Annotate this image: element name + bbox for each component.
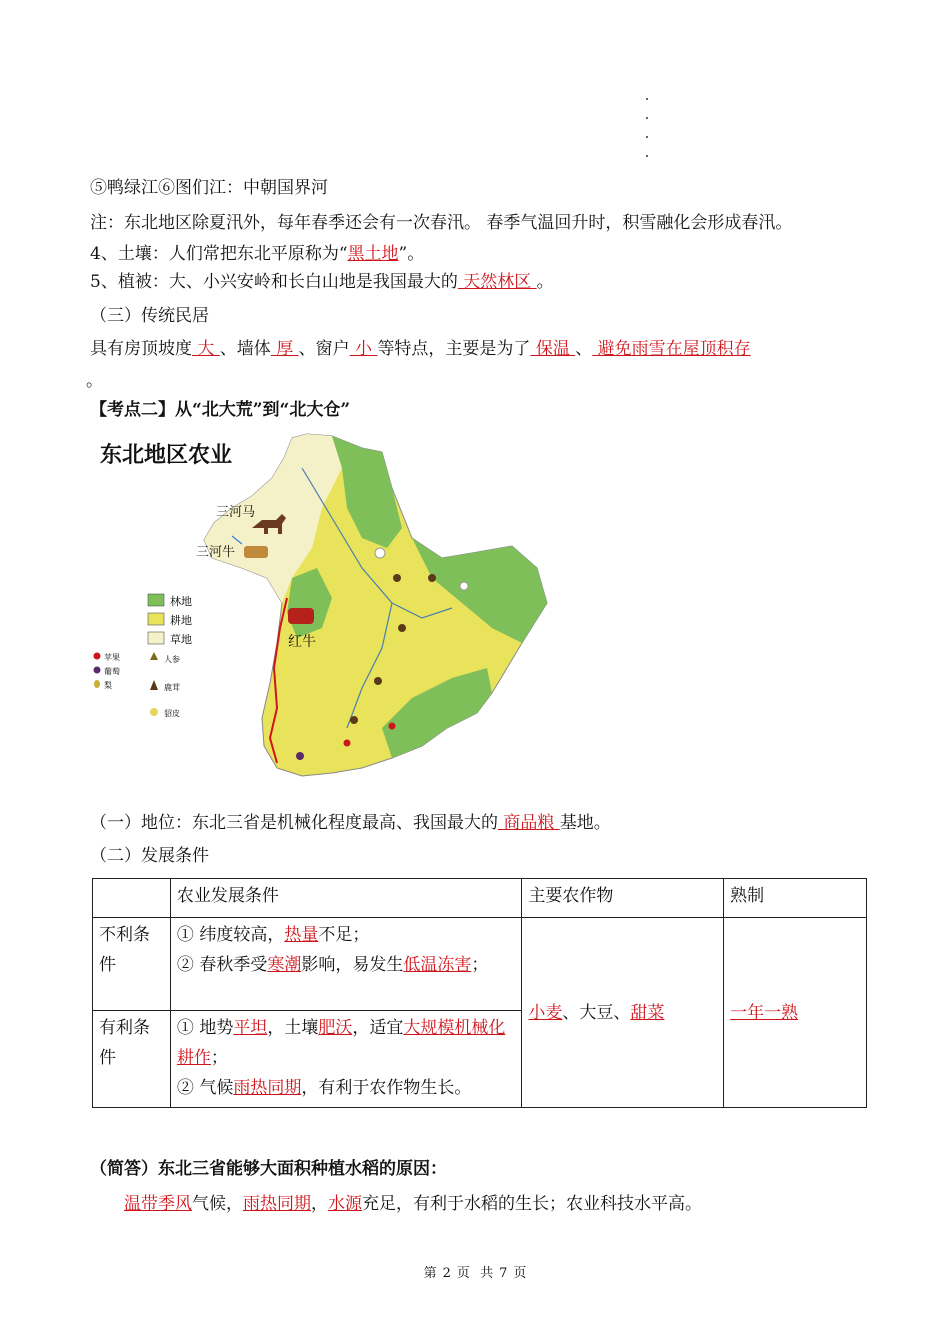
answer-frost: 低温冻害 [403, 955, 472, 975]
favorable-item-1: ① 地势平坦，土壤肥沃，适宜大规模机械化耕作； [176, 1018, 506, 1068]
header-crops: 主要农作物 [522, 879, 724, 918]
current-page: 2 [442, 1266, 451, 1281]
antler-icon-5 [374, 677, 382, 685]
header-ripening: 熟制 [724, 879, 867, 918]
answer-rain-heat: 雨热同期 [233, 1078, 302, 1098]
redcow-icon [288, 608, 314, 624]
legend-grass: 草地 [170, 633, 192, 646]
answer-keep-warm: 保温 [530, 339, 576, 359]
cell-favorable [170, 1011, 522, 1108]
line-dwellings-heading: （三）传统民居 [90, 306, 209, 326]
unfavorable-item-1: ① 纬度较高，热量不足； [176, 925, 370, 945]
agriculture-map [92, 428, 552, 798]
label-unfavorable: 不利条件 [93, 918, 171, 1011]
grape-icon [94, 667, 101, 674]
conditions-table [92, 878, 867, 1108]
antler-icon-4 [398, 624, 406, 632]
qa-answer: 温带季风气候，雨热同期，水源充足，有利于水稻的生长；农业科技水平高。 [124, 1194, 702, 1214]
answer-heat: 热量 [284, 925, 319, 945]
line-spring-flood-note: 注：东北地区除夏汛外，每年春季还会有一次春汛。 春季气温回升时，积雪融化会形成春汛。 [90, 213, 793, 233]
legend-fur: 貂皮 [164, 709, 180, 718]
legend-ginseng: 人参 [164, 655, 180, 664]
legend-apple: 苹果 [104, 653, 120, 662]
answer-one-crop: 一年一熟 [730, 1002, 799, 1023]
decorative-dots [646, 98, 650, 168]
unfavorable-item-2: ② 春秋季受寒潮影响，易发生低温冻害； [176, 955, 489, 975]
answer-black-soil: 黑土地 [347, 244, 399, 264]
table-row-unfavorable [93, 918, 867, 1011]
answer-fertile: 肥沃 [318, 1018, 353, 1038]
legend-forest: 林地 [170, 595, 192, 608]
legend-farm: 耕地 [170, 614, 192, 627]
line-period: 。 [86, 371, 103, 391]
cell-unfavorable [170, 918, 522, 1011]
answer-avoid-snow: 避免雨雪在屋顶积存 [592, 339, 751, 359]
legend-farm-swatch [148, 613, 164, 625]
section-heading: 【考点二】从“北大荒”到“北大仓” [90, 400, 351, 420]
map-label-redcow: 红牛 [288, 634, 316, 650]
cattle-icon [244, 546, 268, 558]
qa-question: （简答）东北三省能够大面积种植水稻的原因： [90, 1159, 447, 1179]
antler-icon-2 [393, 574, 401, 582]
legend-antler: 鹿茸 [164, 683, 180, 692]
cotton-icon [375, 548, 385, 558]
cotton-icon-2 [460, 582, 468, 590]
cell-ripening [724, 918, 867, 1108]
answer-beet: 甜菜 [630, 1002, 665, 1023]
line-status: （一）地位：东北三省是机械化程度最高、我国最大的 商品粮 基地。 [90, 813, 611, 833]
answer-rain-heat-2: 雨热同期 [243, 1194, 311, 1214]
answer-roof-slope: 大 [192, 339, 220, 359]
answer-grain: 商品粮 [498, 813, 560, 833]
answer-water: 水源 [328, 1194, 362, 1214]
page-footer: 第 2 页 共 7 页 [423, 1266, 527, 1281]
legend-grass-swatch [148, 632, 164, 644]
answer-forest: 天然林区 [457, 272, 537, 292]
fur-icon [150, 708, 158, 716]
cell-crops: 小麦、大豆、甜菜 [522, 918, 724, 1108]
answer-cold-wave: 寒潮 [267, 955, 302, 975]
total-pages: 7 [499, 1266, 508, 1281]
antler-icon [150, 680, 158, 690]
apple-icon-2 [344, 740, 351, 747]
answer-monsoon: 温带季风 [124, 1194, 192, 1214]
apple-icon-3 [389, 723, 396, 730]
grape-icon-2 [296, 752, 304, 760]
table-header-row [93, 879, 867, 918]
legend-pear: 梨 [104, 681, 112, 690]
answer-mechanized: 大规模机械化耕作 [176, 1018, 506, 1068]
legend-grape: 葡萄 [104, 667, 120, 676]
header-empty [93, 879, 171, 918]
answer-wall: 厚 [270, 339, 299, 359]
ginseng-icon [150, 652, 158, 660]
answer-wheat: 小麦 [528, 1002, 563, 1023]
line-dwellings: 具有房顶坡度 大 、墙体 厚 、窗户 小 等特点，主要是为了 保温 、 避免雨雪在屋顶积存 [90, 339, 751, 359]
answer-window: 小 [349, 339, 378, 359]
answer-flat: 平坦 [233, 1018, 268, 1038]
legend-forest-swatch [148, 594, 164, 606]
pear-icon [94, 680, 100, 688]
line-yalu-river: ⑤鸭绿江⑥图们江：中朝国界河 [90, 178, 328, 198]
header-conditions: 农业发展条件 [170, 879, 522, 918]
map-label-horse: 三河马 [216, 505, 256, 520]
antler-icon-3 [428, 574, 436, 582]
antler-icon-6 [350, 716, 358, 724]
apple-icon [94, 653, 101, 660]
agriculture-map-svg [92, 428, 552, 798]
favorable-item-2: ② 气候雨热同期，有利于农作物生长。 [176, 1078, 472, 1098]
label-favorable: 有利条件 [93, 1011, 171, 1108]
line-conditions-heading: （二）发展条件 [90, 846, 209, 866]
line-soil: 4、土壤：人们常把东北平原称为“黑土地”。 [90, 244, 425, 264]
map-title: 东北地区农业 [100, 443, 233, 468]
map-label-cattle: 三河牛 [196, 545, 236, 560]
line-vegetation: 5、植被：大、小兴安岭和长白山地是我国最大的 天然林区 。 [90, 272, 554, 292]
